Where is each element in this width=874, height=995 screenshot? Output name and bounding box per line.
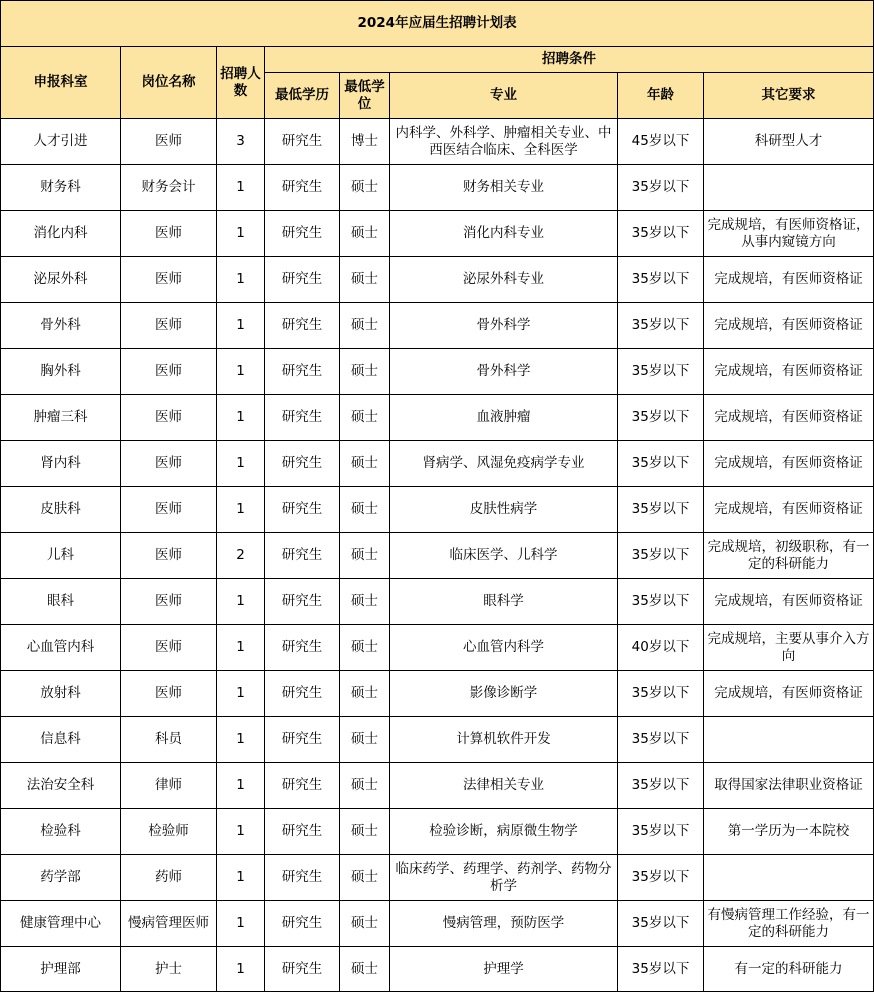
cell-other: 完成规培，主要从事介入方向 [704, 625, 874, 671]
cell-other: 科研型人才 [704, 119, 874, 165]
cell-major: 法律相关专业 [390, 763, 618, 809]
cell-major: 肾病学、风湿免疫病学专业 [390, 441, 618, 487]
cell-degree: 硕士 [340, 441, 390, 487]
cell-position: 医师 [121, 579, 217, 625]
cell-education: 研究生 [265, 119, 340, 165]
table-row [1, 809, 874, 855]
cell-other: 有一定的科研能力 [704, 947, 874, 992]
table-row [1, 257, 874, 303]
cell-other [704, 717, 874, 763]
table-row [1, 671, 874, 717]
cell-education: 研究生 [265, 487, 340, 533]
cell-dept: 肾内科 [1, 441, 121, 487]
cell-education: 研究生 [265, 809, 340, 855]
table-row [1, 855, 874, 901]
cell-count: 3 [217, 119, 265, 165]
cell-other: 完成规培，有医师资格证 [704, 487, 874, 533]
cell-dept: 泌尿外科 [1, 257, 121, 303]
cell-count: 1 [217, 947, 265, 992]
cell-major: 消化内科专业 [390, 211, 618, 257]
cell-position: 医师 [121, 671, 217, 717]
cell-count: 1 [217, 211, 265, 257]
cell-count: 1 [217, 303, 265, 349]
cell-age: 35岁以下 [618, 165, 704, 211]
cell-position: 科员 [121, 717, 217, 763]
cell-education: 研究生 [265, 901, 340, 947]
cell-position: 医师 [121, 487, 217, 533]
header-position: 岗位名称 [121, 47, 217, 119]
cell-position: 律师 [121, 763, 217, 809]
cell-major: 检验诊断，病原微生物学 [390, 809, 618, 855]
cell-count: 2 [217, 533, 265, 579]
cell-dept: 健康管理中心 [1, 901, 121, 947]
cell-degree: 硕士 [340, 303, 390, 349]
header-age: 年龄 [618, 73, 704, 119]
cell-position: 医师 [121, 625, 217, 671]
cell-dept: 消化内科 [1, 211, 121, 257]
cell-education: 研究生 [265, 947, 340, 992]
cell-major: 骨外科学 [390, 303, 618, 349]
header-education: 最低学历 [265, 73, 340, 119]
cell-position: 医师 [121, 441, 217, 487]
table-row [1, 165, 874, 211]
cell-major: 眼科学 [390, 579, 618, 625]
cell-count: 1 [217, 257, 265, 303]
cell-education: 研究生 [265, 165, 340, 211]
cell-other: 完成规培，有医师资格证 [704, 441, 874, 487]
cell-age: 35岁以下 [618, 579, 704, 625]
cell-other: 有慢病管理工作经验，有一定的科研能力 [704, 901, 874, 947]
cell-major: 内科学、外科学、肿瘤相关专业、中西医结合临床、全科医学 [390, 119, 618, 165]
cell-count: 1 [217, 901, 265, 947]
cell-age: 35岁以下 [618, 855, 704, 901]
cell-other [704, 165, 874, 211]
table-title: 2024年应届生招聘计划表 [1, 1, 874, 47]
cell-degree: 硕士 [340, 165, 390, 211]
cell-degree: 硕士 [340, 395, 390, 441]
cell-other: 完成规培，有医师资格证 [704, 671, 874, 717]
cell-degree: 硕士 [340, 257, 390, 303]
cell-other: 完成规培，有医师资格证 [704, 257, 874, 303]
cell-count: 1 [217, 165, 265, 211]
cell-education: 研究生 [265, 441, 340, 487]
table-row [1, 349, 874, 395]
cell-dept: 放射科 [1, 671, 121, 717]
table-row [1, 395, 874, 441]
table-row [1, 625, 874, 671]
cell-position: 医师 [121, 533, 217, 579]
cell-education: 研究生 [265, 211, 340, 257]
cell-degree: 硕士 [340, 487, 390, 533]
cell-other [704, 855, 874, 901]
cell-position: 财务会计 [121, 165, 217, 211]
table-row [1, 303, 874, 349]
cell-education: 研究生 [265, 579, 340, 625]
table-row [1, 763, 874, 809]
cell-other: 完成规培，有医师资格证 [704, 395, 874, 441]
cell-age: 35岁以下 [618, 349, 704, 395]
cell-position: 医师 [121, 211, 217, 257]
cell-count: 1 [217, 579, 265, 625]
header-dept: 申报科室 [1, 47, 121, 119]
cell-age: 35岁以下 [618, 809, 704, 855]
cell-education: 研究生 [265, 717, 340, 763]
cell-degree: 硕士 [340, 671, 390, 717]
cell-age: 35岁以下 [618, 717, 704, 763]
table-row [1, 579, 874, 625]
cell-education: 研究生 [265, 625, 340, 671]
cell-age: 35岁以下 [618, 947, 704, 992]
cell-age: 35岁以下 [618, 763, 704, 809]
cell-count: 1 [217, 349, 265, 395]
table-row [1, 947, 874, 992]
cell-position: 医师 [121, 119, 217, 165]
cell-education: 研究生 [265, 303, 340, 349]
header-major: 专业 [390, 73, 618, 119]
cell-education: 研究生 [265, 349, 340, 395]
cell-major: 影像诊断学 [390, 671, 618, 717]
cell-education: 研究生 [265, 671, 340, 717]
cell-count: 1 [217, 487, 265, 533]
cell-dept: 眼科 [1, 579, 121, 625]
cell-dept: 法治安全科 [1, 763, 121, 809]
header-other: 其它要求 [704, 73, 874, 119]
cell-education: 研究生 [265, 395, 340, 441]
cell-age: 35岁以下 [618, 533, 704, 579]
cell-dept: 护理部 [1, 947, 121, 992]
cell-education: 研究生 [265, 763, 340, 809]
cell-other: 完成规培，有医师资格证 [704, 579, 874, 625]
cell-position: 检验师 [121, 809, 217, 855]
cell-degree: 硕士 [340, 349, 390, 395]
cell-major: 心血管内科学 [390, 625, 618, 671]
cell-degree: 硕士 [340, 533, 390, 579]
cell-age: 35岁以下 [618, 487, 704, 533]
cell-major: 慢病管理，预防医学 [390, 901, 618, 947]
cell-major: 护理学 [390, 947, 618, 992]
cell-age: 35岁以下 [618, 211, 704, 257]
cell-dept: 心血管内科 [1, 625, 121, 671]
cell-age: 35岁以下 [618, 257, 704, 303]
cell-position: 医师 [121, 303, 217, 349]
cell-count: 1 [217, 395, 265, 441]
cell-major: 骨外科学 [390, 349, 618, 395]
cell-dept: 药学部 [1, 855, 121, 901]
cell-education: 研究生 [265, 257, 340, 303]
cell-major: 临床医学、儿科学 [390, 533, 618, 579]
cell-education: 研究生 [265, 533, 340, 579]
cell-major: 血液肿瘤 [390, 395, 618, 441]
table-row [1, 119, 874, 165]
cell-degree: 硕士 [340, 947, 390, 992]
cell-dept: 信息科 [1, 717, 121, 763]
cell-degree: 硕士 [340, 625, 390, 671]
cell-age: 35岁以下 [618, 395, 704, 441]
cell-position: 慢病管理医师 [121, 901, 217, 947]
cell-other: 第一学历为一本院校 [704, 809, 874, 855]
cell-count: 1 [217, 809, 265, 855]
cell-major: 财务相关专业 [390, 165, 618, 211]
cell-dept: 皮肤科 [1, 487, 121, 533]
cell-position: 医师 [121, 257, 217, 303]
cell-position: 护士 [121, 947, 217, 992]
cell-major: 临床药学、药理学、药剂学、药物分析学 [390, 855, 618, 901]
cell-major: 皮肤性病学 [390, 487, 618, 533]
cell-age: 45岁以下 [618, 119, 704, 165]
cell-dept: 胸外科 [1, 349, 121, 395]
cell-major: 泌尿外科专业 [390, 257, 618, 303]
cell-degree: 硕士 [340, 901, 390, 947]
table-row [1, 211, 874, 257]
cell-degree: 硕士 [340, 211, 390, 257]
cell-position: 医师 [121, 349, 217, 395]
header-count: 招聘人数 [217, 47, 265, 119]
cell-position: 医师 [121, 395, 217, 441]
cell-degree: 硕士 [340, 717, 390, 763]
cell-dept: 人才引进 [1, 119, 121, 165]
header-conditions: 招聘条件 [265, 47, 874, 73]
cell-dept: 儿科 [1, 533, 121, 579]
cell-count: 1 [217, 855, 265, 901]
cell-age: 35岁以下 [618, 671, 704, 717]
cell-dept: 骨外科 [1, 303, 121, 349]
cell-education: 研究生 [265, 855, 340, 901]
cell-count: 1 [217, 625, 265, 671]
table-row [1, 441, 874, 487]
cell-count: 1 [217, 717, 265, 763]
cell-age: 35岁以下 [618, 901, 704, 947]
cell-other: 完成规培，有医师资格证 [704, 349, 874, 395]
cell-position: 药师 [121, 855, 217, 901]
cell-other: 完成规培，有医师资格证 [704, 303, 874, 349]
cell-degree: 硕士 [340, 579, 390, 625]
cell-other: 完成规培，初级职称，有一定的科研能力 [704, 533, 874, 579]
table-row [1, 487, 874, 533]
cell-age: 35岁以下 [618, 441, 704, 487]
cell-count: 1 [217, 441, 265, 487]
cell-count: 1 [217, 671, 265, 717]
cell-age: 35岁以下 [618, 303, 704, 349]
cell-count: 1 [217, 763, 265, 809]
cell-major: 计算机软件开发 [390, 717, 618, 763]
cell-other: 取得国家法律职业资格证 [704, 763, 874, 809]
header-degree: 最低学位 [340, 73, 390, 119]
cell-degree: 硕士 [340, 763, 390, 809]
cell-degree: 博士 [340, 119, 390, 165]
cell-age: 40岁以下 [618, 625, 704, 671]
table-row [1, 901, 874, 947]
table-row [1, 717, 874, 763]
cell-degree: 硕士 [340, 809, 390, 855]
cell-dept: 肿瘤三科 [1, 395, 121, 441]
cell-degree: 硕士 [340, 855, 390, 901]
cell-dept: 检验科 [1, 809, 121, 855]
cell-other: 完成规培，有医师资格证，从事内窥镜方向 [704, 211, 874, 257]
table-row [1, 533, 874, 579]
cell-dept: 财务科 [1, 165, 121, 211]
